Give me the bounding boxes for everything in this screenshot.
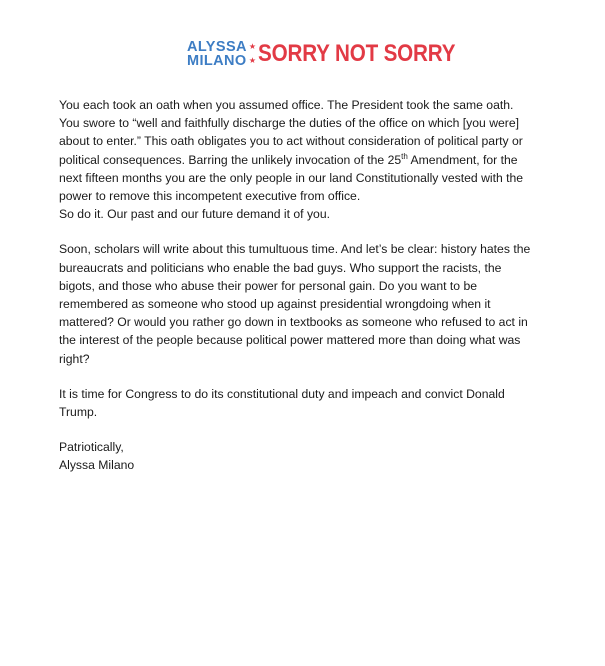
logo-name	[187, 40, 247, 68]
letter-line: power to remove this incompetent executive from office.	[59, 189, 361, 204]
letter-line: about to enter.” This oath obligates you to act without consideration of political party or	[59, 134, 523, 149]
logo-name-first: ALYSSA	[187, 39, 247, 55]
ordinal-suffix: th	[401, 151, 408, 161]
letter-line	[59, 151, 559, 169]
star-icon: ★	[248, 56, 257, 65]
letter-line: You swore to “well and faithfully discharge the duties of the office on which [you were]	[59, 116, 520, 131]
star-icon: ★	[248, 42, 257, 51]
letter-line: So do it. Our past and our future demand it of you.	[59, 207, 330, 222]
letter-line-tail: Amendment, for the	[407, 152, 518, 167]
logo-name-last: MILANO	[187, 53, 247, 69]
letter-body	[59, 96, 559, 475]
letter-line: the interest of the people because political power mattered more than doing what was	[59, 333, 521, 348]
letter-line-text: political consequences. Barring the unlikely invocation of the 25	[59, 152, 402, 167]
letter-line: Trump.	[59, 405, 98, 420]
letter-line: It is time for Congress to do its constitutional duty and impeach and convict Donald	[59, 386, 505, 401]
letter-line: mattered? Or would you rather go down in textbooks as someone who refused to act in	[59, 315, 528, 330]
letter-line: You each took an oath when you assumed office. The President took the same oath.	[59, 98, 514, 112]
logo	[187, 36, 488, 72]
letter-line: remembered as someone who stood up against presidential wrongdoing when it	[59, 297, 491, 312]
letter-line: next fifteen months you are the only people in our land Constitutionally vested with the	[59, 170, 524, 185]
logo-stars	[249, 40, 256, 68]
logo-tagline: SORRY NOT SORRY	[258, 40, 456, 67]
letter-line: bigots, and those who abuse their power for personal gain. Do you want to be	[59, 278, 478, 293]
letter-line: right?	[59, 351, 90, 366]
letter-signature: Alyssa Milano	[59, 458, 135, 473]
letter-closing: Patriotically,	[59, 440, 124, 455]
letter-line: Soon, scholars will write about this tumultuous time. And let’s be clear: history hates the	[59, 242, 531, 257]
letter-line: bureaucrats and politicians who enable the bad guys. Who support the racists, the	[59, 260, 502, 275]
